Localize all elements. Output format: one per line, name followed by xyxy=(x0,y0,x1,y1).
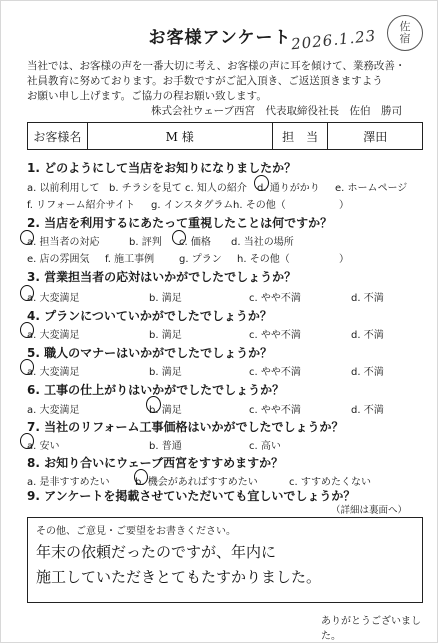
comment-line: 施工していただきとてもたすかりました。 xyxy=(36,568,322,586)
q5-option-c[interactable]: c. やや不満 xyxy=(249,367,301,378)
q1-option-b[interactable]: b. チラシを見て xyxy=(109,183,182,194)
q1-option-d[interactable]: d. 通りがかり xyxy=(257,183,320,194)
approval-stamp xyxy=(387,15,423,51)
q1-option-c[interactable]: c. 知人の紹介 xyxy=(185,183,247,194)
q1-option-e[interactable]: e. ホームページ xyxy=(335,183,408,194)
question-5: 5. 職人のマナーはいかがでしたでしょうか？ xyxy=(27,346,273,360)
q7-option-b[interactable]: b. 普通 xyxy=(149,441,182,452)
q5-option-b[interactable]: b. 満足 xyxy=(149,367,182,378)
q6-option-a[interactable]: a. 大変満足 xyxy=(27,405,80,416)
q2-option-f[interactable]: f. 施工事例 xyxy=(105,254,155,265)
q4-answer-circle xyxy=(20,322,34,338)
q3-answer-circle xyxy=(20,285,34,301)
q8-option-b[interactable]: b. 機会があればすすめたい xyxy=(135,477,258,488)
intro-line: お願い申し上げます。ご協力の程お願い致します。 xyxy=(27,90,267,102)
q2-option-d[interactable]: d. 当社の場所 xyxy=(231,237,294,248)
q4-option-d[interactable]: d. 不満 xyxy=(351,330,384,341)
q2-option-b[interactable]: b. 評判 xyxy=(129,237,162,248)
staff-name-field[interactable]: 澤田 xyxy=(363,129,388,144)
q5-answer-circle xyxy=(20,359,34,375)
customer-label: お客様名 xyxy=(28,123,88,149)
thanks-text: ありがとうございました。 xyxy=(321,616,421,642)
q7-option-a[interactable]: a. 安い xyxy=(27,441,60,452)
q6-answer-circle xyxy=(146,396,161,413)
q1-option-a[interactable]: a. 以前利用して xyxy=(27,183,100,194)
stamp-top-char: 佐 xyxy=(399,20,411,33)
q6-option-c[interactable]: c. やや不満 xyxy=(249,405,301,416)
staff-label: 担 当 xyxy=(273,123,329,149)
q2-answer-a-circle xyxy=(20,230,34,245)
stamp-bottom-char: 宿 xyxy=(399,32,411,45)
q2-answer-c-circle xyxy=(172,230,186,245)
q1-option-g[interactable]: g. インスタグラム xyxy=(151,200,234,211)
q1-option-h-close: ） xyxy=(299,200,349,211)
intro-paragraph xyxy=(27,59,427,104)
q1-option-f[interactable]: f. リフォーム紹介サイト xyxy=(27,200,135,211)
intro-line: 社員教育に努めております。お手数ですがご記入頂き、ご返送頂きますよう xyxy=(27,75,383,87)
question-2: 2. 当店を利用するにあたって重視したことは何ですか？ xyxy=(27,216,333,230)
question-7: 7. 当社のリフォーム工事価格はいかがでしたでしょうか？ xyxy=(27,420,344,434)
intro-line: 当社では、お客様の声を一番大切に考え、お客様の声に耳を傾けて、業務改善・ xyxy=(27,60,406,72)
q4-option-a[interactable]: a. 大変満足 xyxy=(27,330,80,341)
q1-option-h[interactable]: h. その他（ xyxy=(233,200,286,211)
q5-option-a[interactable]: a. 大変満足 xyxy=(27,367,80,378)
q2-option-c[interactable]: c. 価格 xyxy=(179,237,211,248)
survey-title: お客様アンケート xyxy=(148,28,292,48)
q4-option-c[interactable]: c. やや不満 xyxy=(249,330,301,341)
q6-option-d[interactable]: d. 不満 xyxy=(351,405,384,416)
customer-info-box xyxy=(27,122,423,150)
question-8: 8. お知り合いにウェーブ西宮をすすめますか？ xyxy=(27,456,284,470)
handwritten-date: 2026.1.23 xyxy=(290,26,378,54)
q8-option-c[interactable]: c. すすめたくない xyxy=(289,477,371,488)
comment-line: 年末の依頼だったのですが、年内に xyxy=(36,543,277,561)
comment-box[interactable] xyxy=(27,517,423,603)
q4-option-b[interactable]: b. 満足 xyxy=(149,330,182,341)
q6-option-b[interactable]: b. 満足 xyxy=(149,405,182,416)
q2-option-e[interactable]: e. 店の雰囲気 xyxy=(27,254,90,265)
q3-option-c[interactable]: c. やや不満 xyxy=(249,293,301,304)
q8-answer-circle xyxy=(134,469,148,485)
q2-option-a[interactable]: a. 担当者の対応 xyxy=(27,237,100,248)
customer-name-field[interactable]: M 様 xyxy=(88,123,273,149)
detail-note: （詳細は裏面へ） xyxy=(331,505,408,516)
q1-answer-circle xyxy=(254,175,269,191)
comment-text[interactable] xyxy=(36,540,416,590)
q8-option-a[interactable]: a. 是非すすめたい xyxy=(27,477,110,488)
q7-answer-circle xyxy=(20,433,34,449)
question-3: 3. 営業担当者の応対はいかがでしたでしょうか？ xyxy=(27,270,297,284)
q3-option-b[interactable]: b. 満足 xyxy=(149,293,182,304)
question-6: 6. 工事の仕上がりはいかがでしたでしょうか？ xyxy=(27,383,285,397)
q3-option-d[interactable]: d. 不満 xyxy=(351,293,384,304)
question-4: 4. プランについていかがでしたでしょうか？ xyxy=(27,309,272,323)
company-signature: 株式会社ウェーブ西宮 代表取締役社長 佐伯 勝司 xyxy=(151,105,403,117)
q2-option-h-close: ） xyxy=(299,254,349,265)
question-9: 9. アンケートを掲載させていただいても宜しいでしょうか？ xyxy=(27,489,356,503)
q7-option-c[interactable]: c. 高い xyxy=(249,441,281,452)
q5-option-d[interactable]: d. 不満 xyxy=(351,367,384,378)
q3-option-a[interactable]: a. 大変満足 xyxy=(27,293,80,304)
question-1: 1. どのようにして当店をお知りになりましたか？ xyxy=(27,161,297,175)
q2-option-h[interactable]: h. その他（ xyxy=(237,254,290,265)
q2-option-g[interactable]: g. プラン xyxy=(179,254,222,265)
comment-label: その他、ご意見・ご要望をお書きください。 xyxy=(36,526,236,537)
